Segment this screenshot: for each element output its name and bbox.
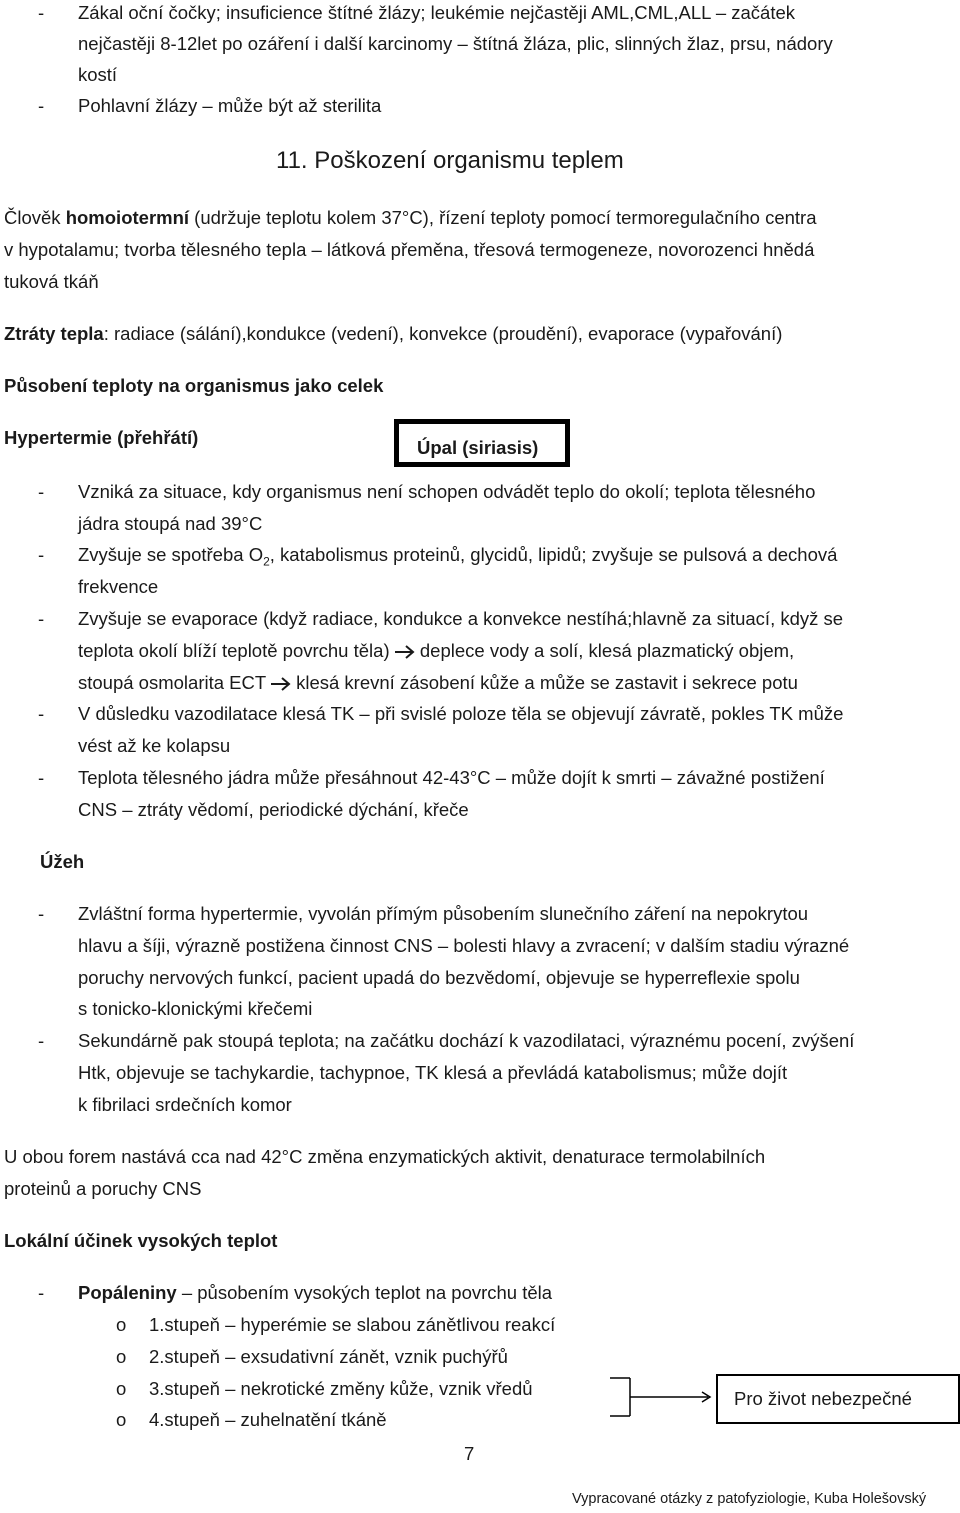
life-threat-box bbox=[716, 1374, 960, 1424]
whole-body-heading: Působení teploty na organismus jako celek bbox=[4, 375, 384, 396]
list-item-continuation: k fibrilaci srdečních komor bbox=[78, 1094, 292, 1115]
intro-line: v hypotalamu; tvorba tělesného tepla – látková přeměna, třesová termogeneze, novorozenci hnědá bbox=[4, 239, 815, 260]
list-item-continuation: poruchy nervových funkcí, pacient upadá do bezvědomí, objevuje se hyperreflexie spolu bbox=[78, 967, 800, 988]
list-item: Pohlavní žlázy – může být až sterilita bbox=[78, 95, 382, 116]
bullet: o bbox=[116, 1314, 127, 1335]
list-dash: - bbox=[38, 95, 45, 116]
list-item-continuation: nejčastěji 8-12let po ozáření i další karcinomy – štítná žláza, plic, slinných žlaz, prsu, nádory bbox=[78, 33, 833, 54]
page-number: 7 bbox=[464, 1443, 475, 1464]
list-item-continuation: frekvence bbox=[78, 576, 159, 597]
sunstroke-box-label: Úpal (siriasis) bbox=[417, 437, 539, 458]
list-dash: - bbox=[38, 544, 45, 565]
footer-text: Vypracované otázky z patofyziologie, Kuba Holešovský bbox=[572, 1491, 927, 1507]
list-dash: - bbox=[38, 481, 45, 502]
intro-line: Člověk homoiotermní (udržuje teplotu kolem 37°C), řízení teploty pomocí termoregulačního centra bbox=[4, 207, 817, 228]
list-dash: - bbox=[38, 767, 45, 788]
heat-loss-line: Ztráty tepla: radiace (sálání),kondukce (vedení), konvekce (proudění), evaporace (vypařování) bbox=[4, 323, 783, 344]
sunstroke-box bbox=[394, 419, 570, 467]
list-item-continuation: s tonicko-klonickými křečemi bbox=[78, 998, 313, 1019]
list-item-continuation: CNS – ztráty vědomí, periodické dýchání, křeče bbox=[78, 799, 469, 820]
list-dash: - bbox=[38, 1030, 45, 1051]
list-dash: - bbox=[38, 903, 45, 924]
list-item-continuation: stoupá osmolarita ECT klesá krevní zásobení kůže a může se zastavit i sekrece potu bbox=[78, 672, 798, 693]
burn-degree: 1.stupeň – hyperémie se slabou zánětlivou reakcí bbox=[149, 1314, 556, 1335]
bullet: o bbox=[116, 1409, 127, 1430]
local-effect-heading: Lokální účinek vysokých teplot bbox=[4, 1230, 278, 1251]
list-dash: - bbox=[38, 703, 45, 724]
list-item-continuation: hlavu a šíji, výrazně postižena činnost CNS – bolesti hlavy a zvracení; v dalším stadiu výrazné bbox=[78, 935, 850, 956]
list-dash: - bbox=[38, 1282, 45, 1303]
list-item: Vzniká za situace, kdy organismus není schopen odvádět teplo do okolí; teplota tělesného bbox=[78, 481, 816, 502]
burn-degree: 4.stupeň – zuhelnatění tkáně bbox=[149, 1409, 387, 1430]
list-item-continuation: vést až ke kolapsu bbox=[78, 735, 231, 756]
both-forms-line: U obou forem nastává cca nad 42°C změna enzymatických aktivit, denaturace termolabilních bbox=[4, 1146, 766, 1167]
list-item: Zákal oční čočky; insuficience štítné žlázy; leukémie nejčastěji AML,CML,ALL – začátek bbox=[78, 2, 796, 23]
life-threat-label: Pro život nebezpečné bbox=[734, 1388, 912, 1409]
right-arrow-icon bbox=[395, 645, 415, 659]
bullet: o bbox=[116, 1346, 127, 1367]
right-arrow-icon bbox=[271, 677, 291, 691]
list-item: Zvyšuje se spotřeba $O_2$, katabolismus proteinů, glycidů, lipidů; zvyšuje se pulsová a dechová bbox=[78, 544, 838, 569]
list-item-continuation: jádra stoupá nad 39°C bbox=[78, 513, 263, 534]
list-item: Teplota tělesného jádra může přesáhnout 42-43°C – může dojít k smrti – závažné postižení bbox=[78, 767, 825, 788]
both-forms-line: proteinů a poruchy CNS bbox=[4, 1178, 202, 1199]
bracket-arrow-icon bbox=[600, 1372, 718, 1420]
list-item: Zvláštní forma hypertermie, vyvolán přímým působením slunečního záření na nepokrytou bbox=[78, 903, 809, 924]
burn-degree: 3.stupeň – nekrotické změny kůže, vznik vředů bbox=[149, 1378, 533, 1399]
bullet: o bbox=[116, 1378, 127, 1399]
intro-line: tuková tkáň bbox=[4, 271, 99, 292]
list-dash: - bbox=[38, 2, 45, 23]
list-item: Zvyšuje se evaporace (když radiace, kondukce a konvekce nestíhá;hlavně za situací, když se bbox=[78, 608, 844, 629]
burns-item: Popáleniny – působením vysokých teplot na povrchu těla bbox=[78, 1282, 553, 1303]
hyperthermia-heading: Hypertermie (přehřátí) bbox=[4, 427, 199, 448]
homoiothermic-term: homoiotermní bbox=[65, 207, 190, 228]
section-heading: 11. Poškození organismu teplem bbox=[276, 147, 624, 174]
list-item-continuation: Htk, objevuje se tachykardie, tachypnoe, TK klesá a převládá katabolismus; může dojít bbox=[78, 1062, 788, 1083]
burn-degree: 2.stupeň – exsudativní zánět, vznik puchýřů bbox=[149, 1346, 508, 1367]
uzeh-heading: Úžeh bbox=[40, 851, 85, 872]
list-item-continuation: teplota okolí blíží teplotě povrchu těla) deplece vody a solí, klesá plazmatický objem, bbox=[78, 640, 795, 661]
list-dash: - bbox=[38, 608, 45, 629]
list-item-continuation: kostí bbox=[78, 64, 118, 85]
list-item: Sekundárně pak stoupá teplota; na začátku dochází k vazodilataci, výraznému pocení, zvýšení bbox=[78, 1030, 855, 1051]
list-item: V důsledku vazodilatace klesá TK – při svislé poloze těla se objevují závratě, pokles TK může bbox=[78, 703, 844, 724]
